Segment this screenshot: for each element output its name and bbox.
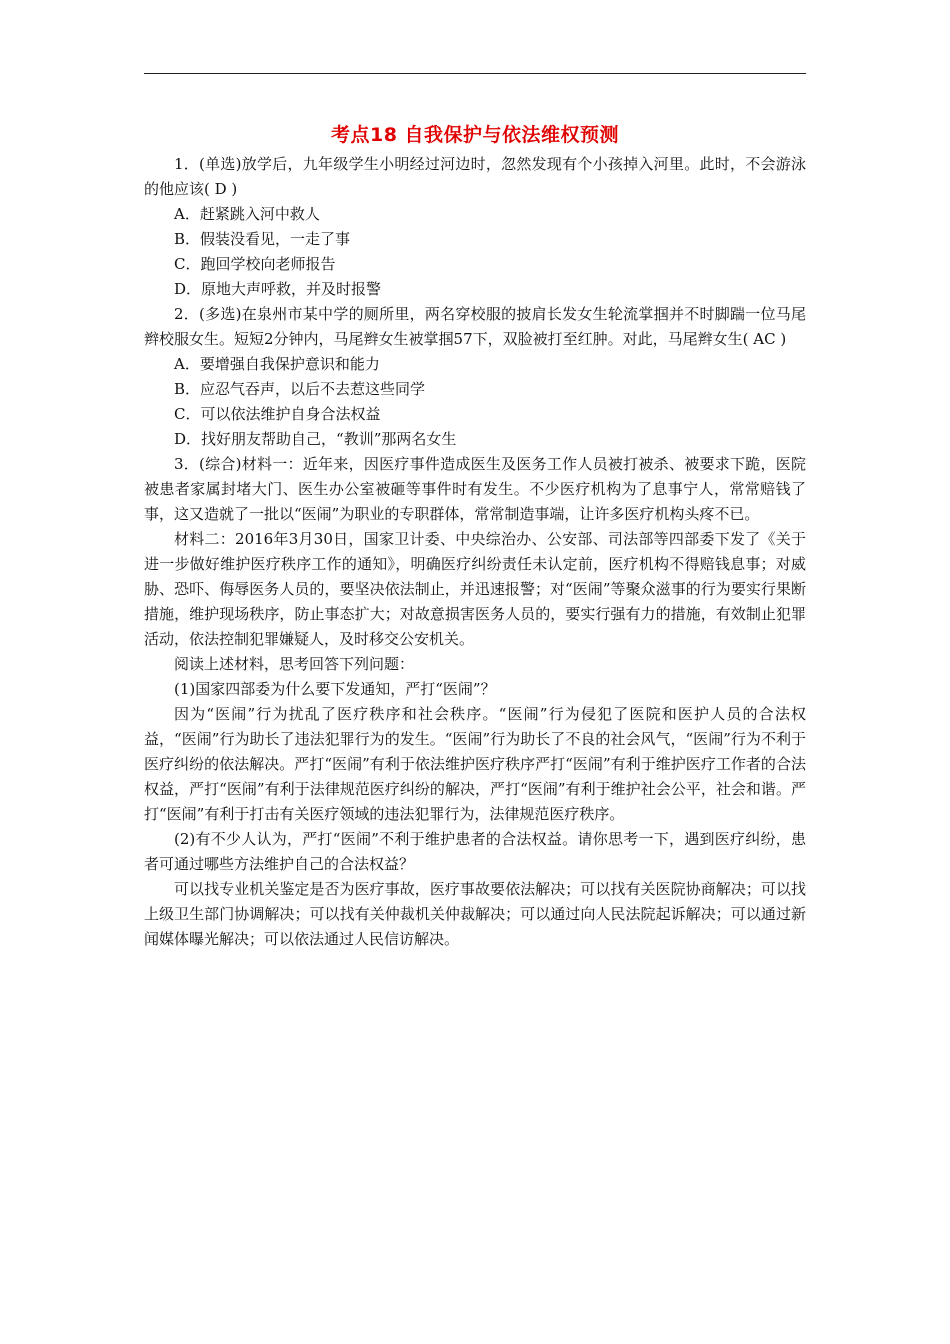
q3-sub2-answer: 可以找专业机关鉴定是否为医疗事故，医疗事故要依法解决；可以找有关医院协商解决；可以找上级卫生部门协调解决；可以找有关仲裁机关仲裁解决；可以通过向人民法院起诉解决；可以通过新闻媒体曝光解决；可以依法通过人民信访解决。 bbox=[144, 880, 806, 948]
q3-material-one: 3．(综合)材料一：近年来，因医疗事件造成医生及医务工作人员被打被杀、被要求下跪，医院被患者家属封堵大门、医生办公室被砸等事件时有发生。不少医疗机构为了息事宁人，常常赔钱了事，这又造就了一批以“医闹”为职业的专职群体，常常制造事端，让许多医疗机构头疼不已。 bbox=[144, 455, 806, 523]
q2-option-a: A．要增强自我保护意识和能力 bbox=[174, 355, 380, 373]
q1-option-b: B．假装没看见，一走了事 bbox=[174, 230, 351, 248]
q1-option-c: C．跑回学校向老师报告 bbox=[174, 255, 336, 273]
q2-option-c: C．可以依法维护自身合法权益 bbox=[174, 405, 381, 423]
document-content bbox=[144, 118, 806, 952]
q3-sub1-answer: 因为“医闹”行为扰乱了医疗秩序和社会秩序。“医闹”行为侵犯了医院和医护人员的合法权益，“医闹”行为助长了违法犯罪行为的发生。“医闹”行为助长了不良的社会风气，“医闹”行为不利于医疗纠纷的依法解决。严打“医闹”有利于依法维护医疗秩序严打“医闹”有利于维护医疗工作者的合法权益，严打“医闹”有利于法律规范医疗纠纷的解决，严打“医闹”有利于维护社会公平，社会和谐。严打“医闹”有利于打击有关医疗领域的违法犯罪行为，法律规范医疗秩序。 bbox=[144, 705, 806, 823]
q3-sub1-question: (1)国家四部委为什么要下发通知，严打“医闹”？ bbox=[174, 680, 496, 698]
q2-option-d: D．找好朋友帮助自己，“教训”那两名女生 bbox=[174, 430, 457, 448]
q1-option-d: D．原地大声呼救，并及时报警 bbox=[174, 280, 382, 298]
q1-stem: 1．(单选)放学后，九年级学生小明经过河边时，忽然发现有个小孩掉入河里。此时，不会游泳的他应该( D ) bbox=[144, 155, 806, 198]
q3-sub2-question: (2)有不少人认为，严打“医闹”不利于维护患者的合法权益。请你思考一下，遇到医疗纠纷，患者可通过哪些方法维护自己的合法权益？ bbox=[144, 830, 806, 873]
document-title: 考点18 自我保护与依法维权预测 bbox=[330, 124, 620, 146]
header-rule bbox=[144, 73, 806, 74]
q3-prompt: 阅读上述材料，思考回答下列问题： bbox=[174, 655, 415, 673]
q2-stem: 2．(多选)在泉州市某中学的厕所里，两名穿校服的披肩长发女生轮流掌掴并不时脚踹一位马尾辫校服女生。短短2分钟内，马尾辫女生被掌掴57下，双脸被打至红肿。对此，马尾辫女生( AC ) bbox=[144, 305, 806, 348]
q2-option-b: B．应忍气吞声，以后不去惹这些同学 bbox=[174, 380, 426, 398]
q3-material-two: 材料二：2016年3月30日，国家卫计委、中央综治办、公安部、司法部等四部委下发了《关于进一步做好维护医疗秩序工作的通知》，明确医疗纠纷责任未认定前，医疗机构不得赔钱息事；对威胁、恐吓、侮辱医务人员的，要坚决依法制止，并迅速报警；对“医闹”等聚众滋事的行为要实行果断措施，维护现场秩序，防止事态扩大；对故意损害医务人员的，要实行强有力的措施，有效制止犯罪活动，依法控制犯罪嫌疑人，及时移交公安机关。 bbox=[144, 530, 806, 648]
q1-option-a: A．赶紧跳入河中救人 bbox=[174, 205, 320, 223]
